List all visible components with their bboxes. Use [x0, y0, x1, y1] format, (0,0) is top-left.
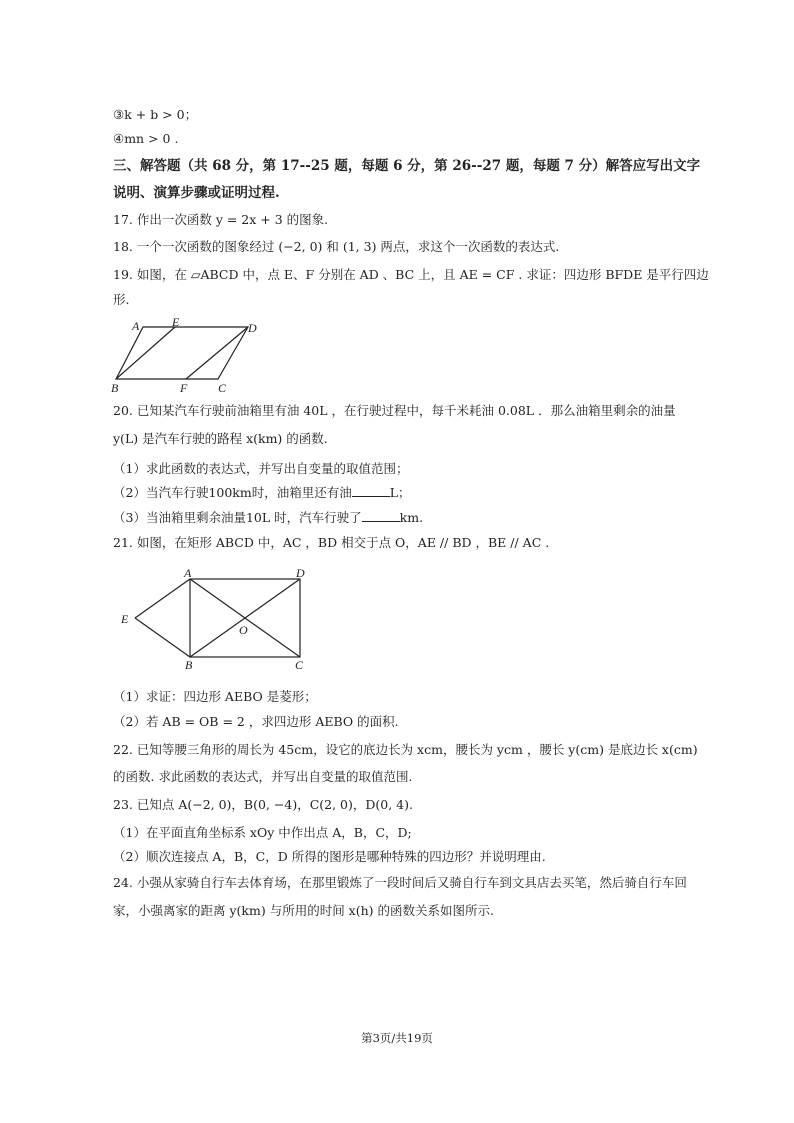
label-F: F: [180, 381, 188, 395]
label-B: B: [185, 658, 193, 672]
question-24-cont: 家，小强离家的距离 y(km) 与所用的时间 x(h) 的函数关系如图所示.: [113, 903, 494, 918]
question-19-cont: 形.: [113, 292, 130, 307]
option-3: ③k + b > 0；: [113, 107, 198, 122]
figure-rectangle: [118, 566, 318, 674]
label-D: D: [248, 321, 257, 335]
label-C: C: [295, 658, 304, 672]
question-20-part3: [113, 509, 423, 527]
label-E: E: [121, 612, 129, 626]
label-B: B: [111, 381, 119, 395]
question-20: 20. 已知某汽车行驶前油箱里有油 40L ，在行驶过程中，每千米耗油 0.08L ．那么油箱里剩余的油量: [113, 403, 676, 418]
section-heading: 三、解答题（共 68 分，第 17--25 题，每题 6 分，第 26--27 题，每题 7 分）解答应写出文字: [113, 158, 701, 174]
section-heading-cont: 说明、演算步骤或证明过程.: [113, 185, 280, 201]
question-23: 23. 已知点 A(−2, 0)，B(0, −4)，C(2, 0)，D(0, 4).: [113, 797, 413, 812]
question-21-part1: （1）求证：四边形 AEBO 是菱形；: [113, 689, 317, 704]
q20-part3-unit: km.: [399, 510, 424, 525]
question-21: 21. 如图，在矩形 ABCD 中，AC ，BD 相交于点 O，AE // BD ，BE // AC .: [113, 535, 550, 550]
label-E: E: [172, 315, 180, 329]
question-22: 22. 已知等腰三角形的周长为 45cm，设它的底边长为 xcm，腰长为 ycm ，腰长 y(cm) 是底边长 x(cm): [113, 742, 698, 757]
figure-parallelogram: [108, 312, 268, 396]
question-23-part1: （1）在平面直角坐标系 xOy 中作出点 A，B，C，D;: [113, 825, 412, 840]
answer-blank-2[interactable]: [362, 509, 400, 522]
label-C: C: [218, 381, 227, 395]
question-22-cont: 的函数. 求此函数的表达式，并写出自变量的取值范围.: [113, 769, 413, 784]
question-21-part2: （2）若 AB = OB = 2 ，求四边形 AEBO 的面积.: [113, 714, 399, 729]
option-4: ④mn > 0 .: [113, 131, 179, 146]
question-18: 18. 一个一次函数的图象经过 (−2, 0) 和 (1, 3) 两点，求这个一次函数的表达式.: [113, 239, 560, 254]
label-A: A: [184, 566, 192, 580]
q20-part3-text: （3）当油箱里剩余油量10L 时，汽车行驶了: [113, 510, 362, 525]
q20-part2-text: （2）当汽车行驶100km时，油箱里还有油: [113, 485, 352, 500]
q20-part2-unit: L；: [389, 485, 411, 500]
question-17: 17. 作出一次函数 y = 2x + 3 的图象.: [113, 212, 329, 227]
question-20-part2: [113, 484, 411, 502]
question-19: 19. 如图，在 ▱ABCD 中，点 E、F 分别在 AD 、BC 上，且 AE = CF . 求证：四边形 BFDE 是平行四边: [113, 267, 709, 282]
label-A: A: [132, 319, 140, 333]
question-20-cont: y(L) 是汽车行驶的路程 x(km) 的函数.: [113, 431, 328, 446]
answer-blank-1[interactable]: [352, 484, 390, 497]
question-20-part1: （1）求此函数的表达式，并写出自变量的取值范围；: [113, 461, 409, 476]
label-D: D: [296, 566, 305, 580]
question-23-part2: （2）顺次连接点 A，B，C，D 所得的图形是哪种特殊的四边形？并说明理由.: [113, 849, 546, 864]
page-footer: 第3页/共19页: [361, 1031, 433, 1045]
label-O: O: [239, 623, 248, 637]
question-24: 24. 小强从家骑自行车去体育场，在那里锻炼了一段时间后又骑自行车到文具店去买笔，然后骑自行车回: [113, 875, 687, 890]
